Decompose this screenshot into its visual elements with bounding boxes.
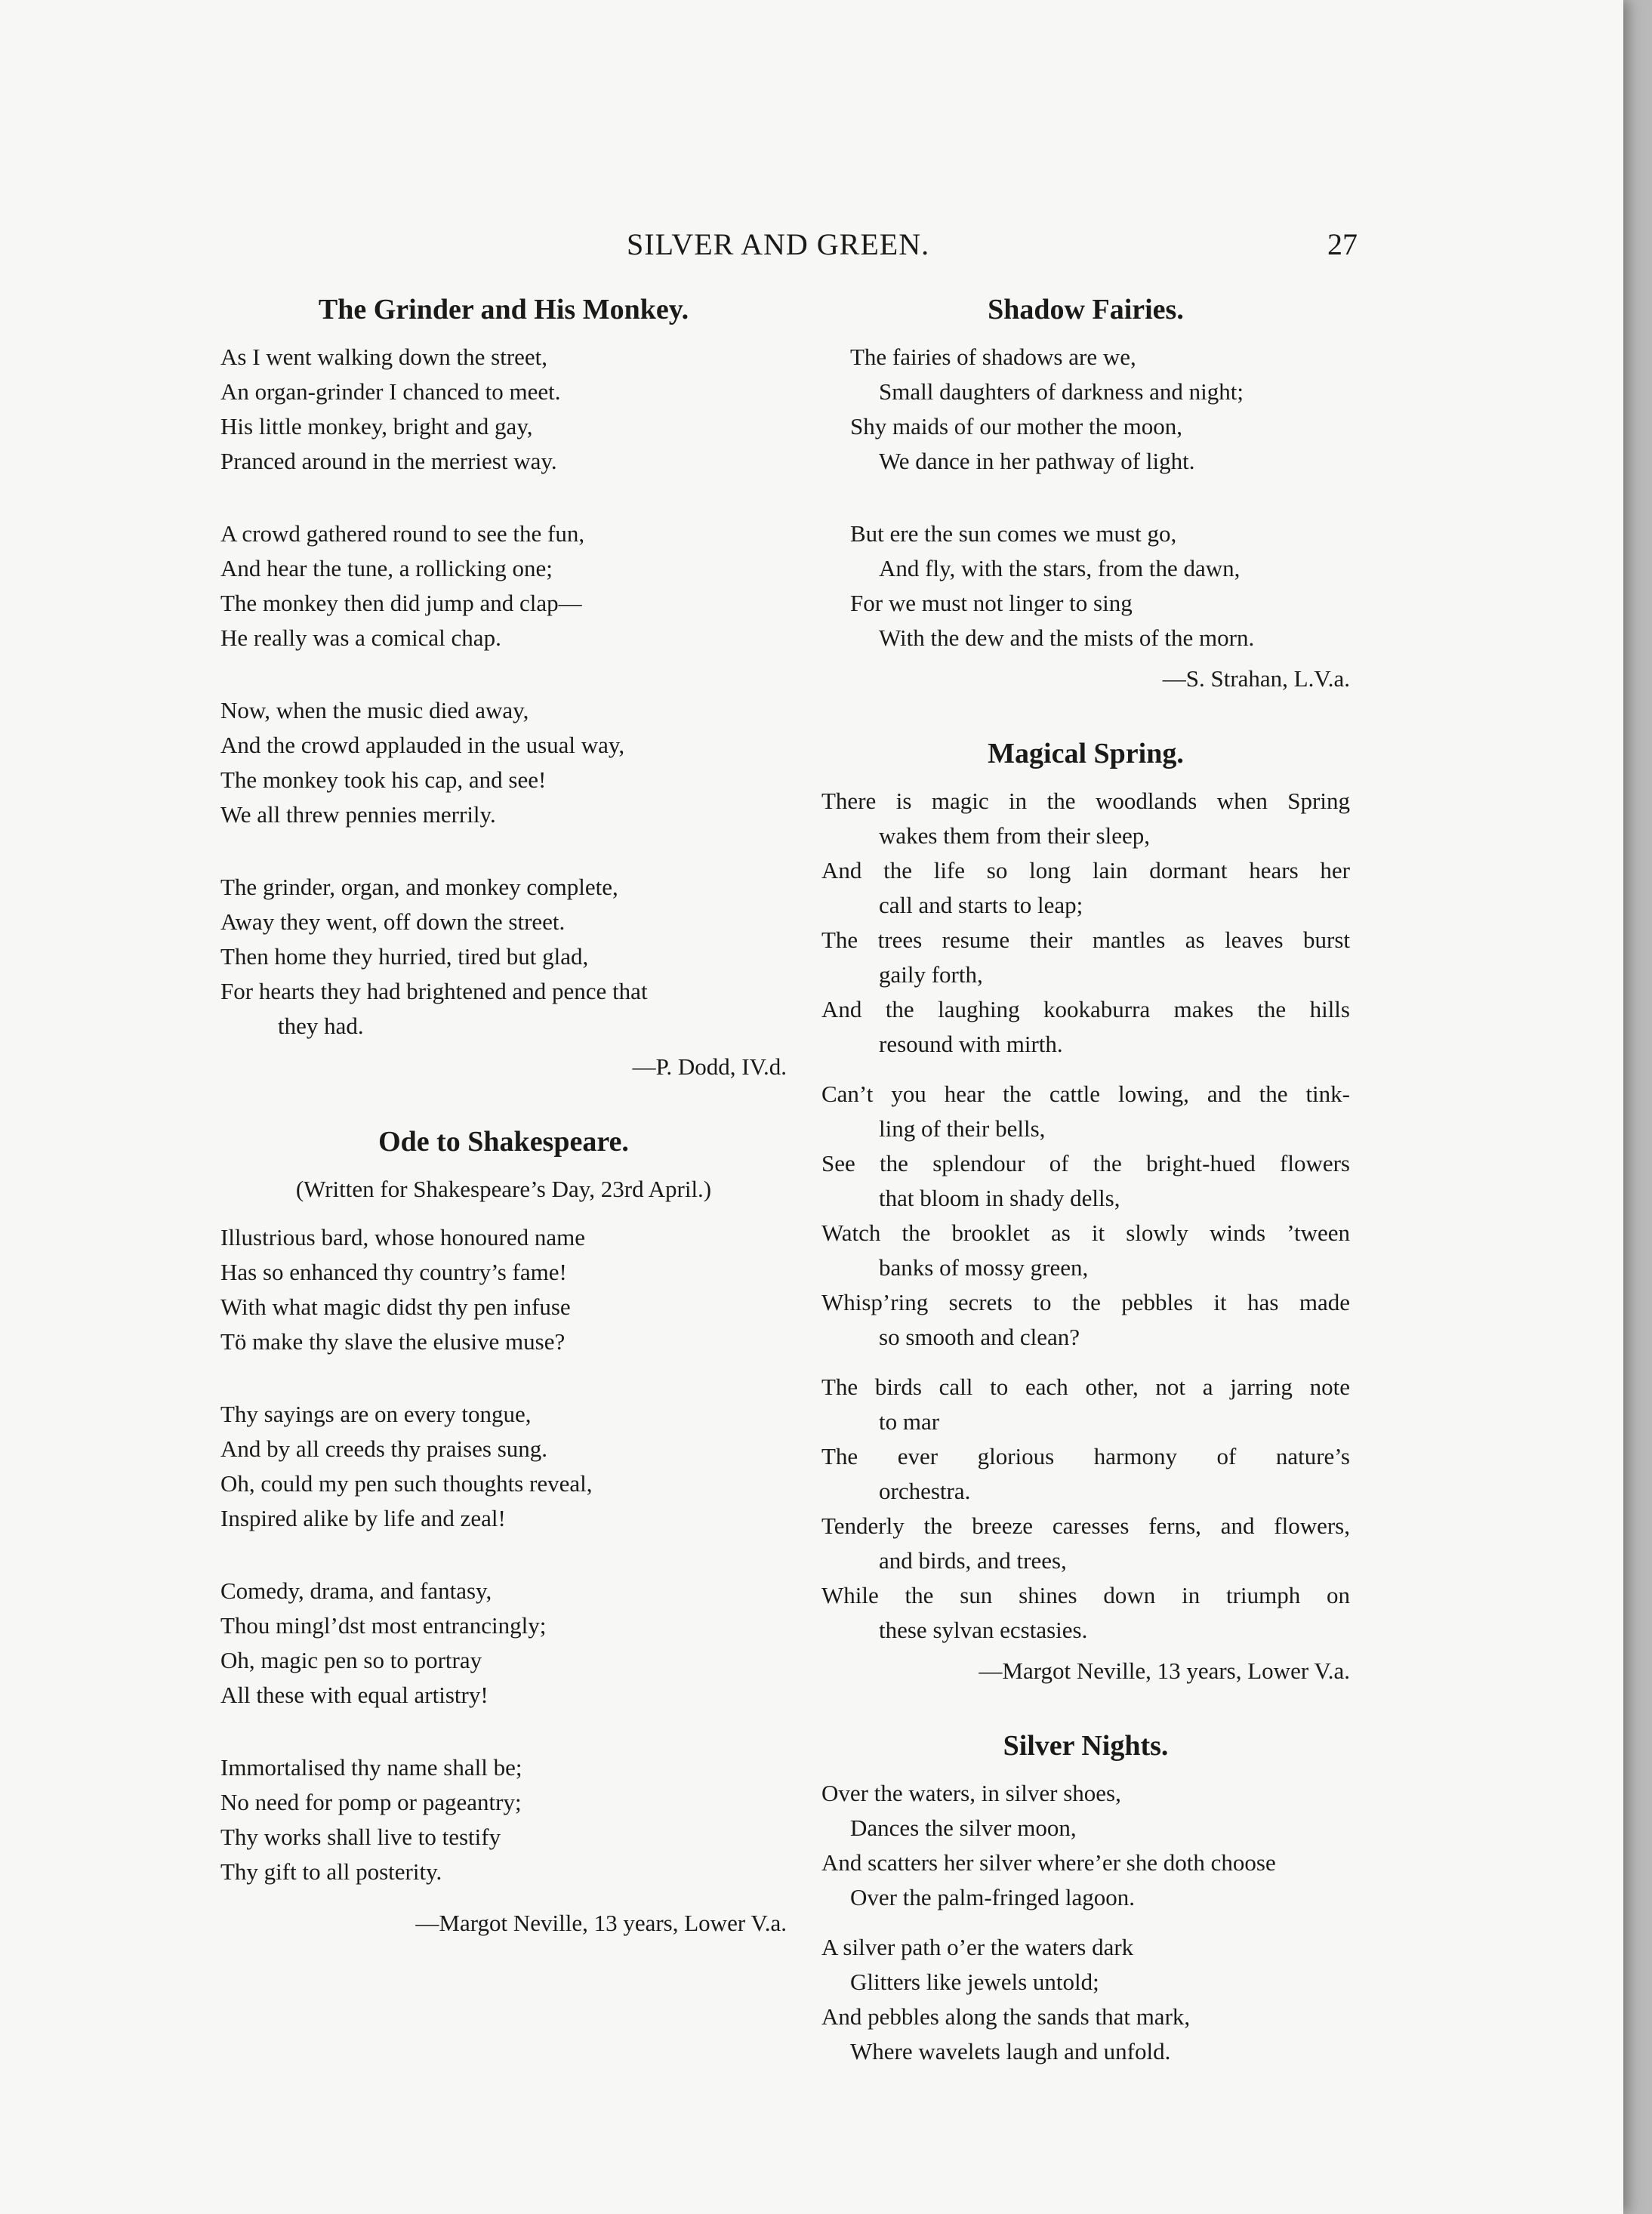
running-title: SILVER AND GREEN. xyxy=(627,227,930,261)
stanza xyxy=(821,784,1350,1062)
verse-line: gaily forth, xyxy=(879,961,983,988)
poem-shadow-fairies xyxy=(821,293,1350,696)
verse-line: Shy maids of our mother the moon, xyxy=(850,413,1182,439)
verse-line: All these with equal artistry! xyxy=(220,1682,489,1708)
poem-magical-spring xyxy=(821,737,1350,1688)
verse-line: Thy gift to all posterity. xyxy=(220,1858,442,1885)
page-number: 27 xyxy=(1327,227,1358,261)
verse-line: wakes them from their sleep, xyxy=(879,822,1150,849)
verse-line: The monkey then did jump and clap— xyxy=(220,590,582,616)
verse-line: As I went walking down the street, xyxy=(220,344,548,370)
poem-ode xyxy=(220,1125,787,1941)
verse-line: call and starts to leap; xyxy=(879,892,1083,918)
poem-subtitle: (Written for Shakespeare’s Day, 23rd April.) xyxy=(295,1176,712,1202)
verse-line: Away they went, off down the street. xyxy=(220,908,566,935)
verse-line: And by all creeds thy praises sung. xyxy=(220,1435,548,1462)
stanza xyxy=(821,1370,1350,1648)
verse-line: Thou mingl’dst most entrancingly; xyxy=(220,1612,547,1639)
stanza xyxy=(821,1077,1350,1355)
stanza xyxy=(220,516,787,655)
verse-line: We dance in her pathway of light. xyxy=(879,448,1195,474)
verse-line: Then home they hurried, tired but glad, xyxy=(220,943,589,970)
verse-line: that bloom in shady dells, xyxy=(879,1185,1120,1211)
poem-silver-nights xyxy=(821,1729,1350,2069)
verse-line: Now, when the music died away, xyxy=(220,697,529,723)
verse-line: Tenderly the breeze caresses ferns, and flowers, xyxy=(821,1512,1350,1539)
stanza xyxy=(821,1776,1350,1915)
verse-line: With what magic didst thy pen infuse xyxy=(220,1294,571,1320)
verse-line: Dances the silver moon, xyxy=(850,1815,1077,1841)
verse-line: these sylvan ecstasies. xyxy=(879,1617,1088,1643)
verse-line: Whisp’ring secrets to the pebbles it has made xyxy=(821,1289,1350,1315)
verse-line: And the laughing kookaburra makes the hills xyxy=(821,996,1350,1022)
verse-line: Thy works shall live to testify xyxy=(220,1824,501,1850)
poem-title: Silver Nights. xyxy=(1003,1730,1169,1762)
stanza xyxy=(220,340,787,479)
verse-line: For we must not linger to sing xyxy=(850,590,1133,616)
poem-title: Shadow Fairies. xyxy=(988,294,1184,325)
stanza xyxy=(220,693,787,832)
right-column xyxy=(821,293,1350,2069)
verse-line: banks of mossy green, xyxy=(879,1254,1089,1281)
verse-line: to mar xyxy=(879,1408,940,1435)
verse-line: The ever glorious harmony of nature’s xyxy=(821,1443,1350,1469)
poem-title: The Grinder and His Monkey. xyxy=(318,294,689,325)
poem-author: —Margot Neville, 13 years, Lower V.a. xyxy=(415,1910,787,1936)
verse-line: they had. xyxy=(278,1013,364,1039)
verse-line: Has so enhanced thy country’s fame! xyxy=(220,1259,567,1285)
verse-line: And pebbles along the sands that mark, xyxy=(821,2003,1191,2030)
verse-line: Illustrious bard, whose honoured name xyxy=(220,1224,585,1250)
verse-line: Small daughters of darkness and night; xyxy=(879,378,1244,405)
stanza xyxy=(821,340,1350,479)
verse-line: And scatters her silver where’er she doth choose xyxy=(821,1849,1276,1876)
verse-line: He really was a comical chap. xyxy=(220,624,501,651)
verse-line: The fairies of shadows are we, xyxy=(850,344,1136,370)
stanza xyxy=(821,516,1350,655)
verse-line: orchestra. xyxy=(879,1478,971,1504)
verse-line: Oh, magic pen so to portray xyxy=(220,1647,482,1673)
poem-grinder xyxy=(220,293,787,1084)
verse-line: A crowd gathered round to see the fun, xyxy=(220,520,585,547)
verse-line: and birds, and trees, xyxy=(879,1547,1067,1574)
verse-line: Can’t you hear the cattle lowing, and the tink- xyxy=(821,1081,1350,1107)
verse-line: We all threw pennies merrily. xyxy=(220,801,496,828)
verse-line: His little monkey, bright and gay, xyxy=(220,413,533,439)
poem-author: —Margot Neville, 13 years, Lower V.a. xyxy=(979,1657,1350,1684)
verse-line: Tö make thy slave the elusive muse? xyxy=(220,1328,566,1355)
verse-line: And hear the tune, a rollicking one; xyxy=(220,555,553,581)
verse-line: Inspired alike by life and zeal! xyxy=(220,1505,506,1531)
verse-line: But ere the sun comes we must go, xyxy=(850,520,1177,547)
verse-line: And fly, with the stars, from the dawn, xyxy=(879,555,1241,581)
poem-title: Ode to Shakespeare. xyxy=(378,1126,629,1158)
verse-line: Comedy, drama, and fantasy, xyxy=(220,1577,492,1604)
verse-line: The monkey took his cap, and see! xyxy=(220,766,547,793)
poem-author: —P. Dodd, IV.d. xyxy=(632,1053,787,1080)
verse-line: so smooth and clean? xyxy=(879,1324,1080,1350)
verse-line: And the life so long lain dormant hears her xyxy=(821,857,1350,883)
verse-line: The trees resume their mantles as leaves burst xyxy=(821,927,1350,953)
verse-line: Glitters like jewels untold; xyxy=(850,1969,1099,1995)
verse-line: With the dew and the mists of the morn. xyxy=(879,624,1255,651)
verse-line: For hearts they had brightened and pence that xyxy=(220,978,648,1004)
verse-line: Oh, could my pen such thoughts reveal, xyxy=(220,1470,593,1497)
stanza xyxy=(821,1930,1350,2069)
verse-line: Over the waters, in silver shoes, xyxy=(821,1780,1121,1806)
verse-line: resound with mirth. xyxy=(879,1031,1063,1057)
stanza xyxy=(220,1220,787,1359)
verse-line: Immortalised thy name shall be; xyxy=(220,1754,522,1781)
verse-line: No need for pomp or pageantry; xyxy=(220,1789,522,1815)
verse-line: See the splendour of the bright-hued flowers xyxy=(821,1150,1350,1176)
verse-line: Where wavelets laugh and unfold. xyxy=(850,2038,1171,2064)
poem-title: Magical Spring. xyxy=(988,738,1184,769)
verse-line: Watch the brooklet as it slowly winds ’tween xyxy=(821,1220,1350,1246)
verse-line: There is magic in the woodlands when Spring xyxy=(821,788,1350,814)
verse-line: An organ-grinder I chanced to meet. xyxy=(220,378,561,405)
verse-line: The grinder, organ, and monkey complete, xyxy=(220,874,618,900)
verse-line: Over the palm-fringed lagoon. xyxy=(850,1884,1136,1910)
verse-line: While the sun shines down in triumph on xyxy=(821,1582,1350,1608)
left-column xyxy=(220,293,787,1941)
poem-author: —S. Strahan, L.V.a. xyxy=(1162,665,1350,692)
verse-line: Pranced around in the merriest way. xyxy=(220,448,557,474)
stanza xyxy=(220,1574,787,1713)
verse-line: A silver path o’er the waters dark xyxy=(821,1934,1134,1960)
verse-line: ling of their bells, xyxy=(879,1115,1046,1142)
stanza xyxy=(220,870,787,1044)
verse-line: And the crowd applauded in the usual way, xyxy=(220,732,625,758)
verse-line: The birds call to each other, not a jarring note xyxy=(821,1374,1350,1400)
stanza xyxy=(220,1750,787,1889)
stanza xyxy=(220,1397,787,1536)
verse-line: Thy sayings are on every tongue, xyxy=(220,1401,532,1427)
